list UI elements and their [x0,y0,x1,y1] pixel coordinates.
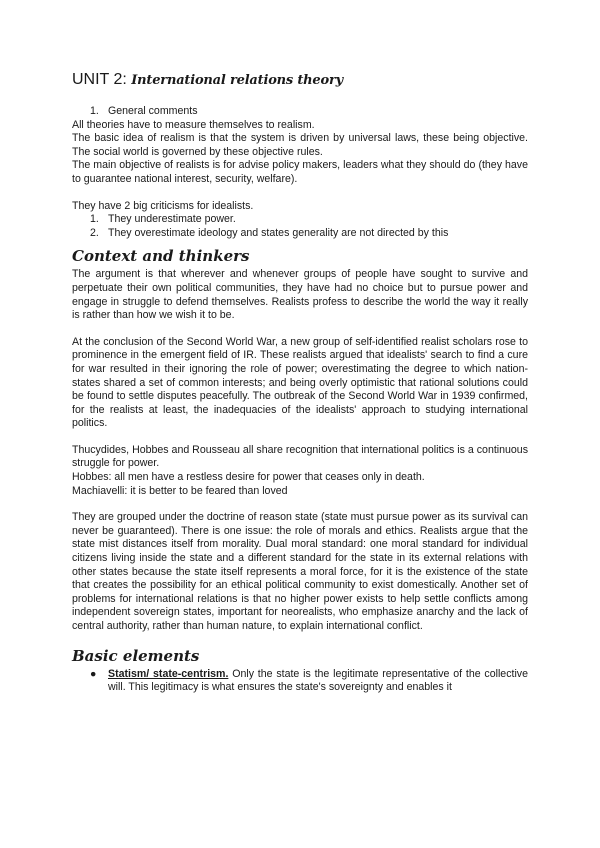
paragraph: Machiavelli: it is better to be feared than loved [72,484,288,497]
paragraph: Thucydides, Hobbes and Rousseau all share recognition that international politics is a continuous struggle for power. [72,443,528,470]
list-item-number: 2. [90,226,99,239]
term-description: Only the state is the legitimate representative of the collective will. This legitimacy is what ensures the state's sovereignty and enables it [108,667,528,694]
unit-title-prefix: UNIT 2: [72,71,132,88]
unit-title [72,70,528,91]
list-item [90,105,528,119]
term-statism: Statism/ state-centrism. [108,667,229,680]
unit-title-script: International relations theory [131,73,343,88]
list-item-text: They overestimate ideology and states generality are not directed by this [108,226,449,239]
document-page [72,60,528,695]
paragraph: They are grouped under the doctrine of reason state (state must pursue power as its survival can never be guaranteed). There is one issue: the role of morals and ethics. Realists argue that the state mist distances itself from morality. Dual moral standard: one moral standard for individual citizens living inside the state and a different standard for the state in its external relations with other states because the state itself represents a moral force, for it is the existence of the state that creates the possibility for an ethical political community to exist domestically. Another set of problems for international relations is that no higher power exists to help settle conflicts among independent sovereign states, important for neorealists, who emphasize anarchy and the lack of central authority, rather than human nature, to explain international conflict. [72,511,528,632]
paragraph: They have 2 big criticisms for idealists. [72,199,254,212]
basic-elements-list [72,668,528,695]
list-item-number: 1. [90,213,99,226]
general-comments-list [72,105,528,119]
list-item [90,226,528,241]
list-item-text: General comments [108,105,198,117]
section-heading-context: Context and thinkers [72,247,250,266]
list-item-number: 1. [90,105,99,117]
bullet-icon: ● [90,667,97,680]
list-item [90,213,528,227]
list-item-text: They underestimate power. [108,213,236,226]
paragraph: All theories have to measure themselves to realism. [72,118,315,131]
paragraph: At the conclusion of the Second World War, a new group of self-identified realist scholars rose to prominence in the emergent field of IR. These realists argued that idealists' search to find a cure for war resulted in their ignoring the role of power; overestimating the degree to which nation-states shared a set of common interests; and being overly optimistic that rational solutions could be found to settle disputes peacefully. The outbreak of the Second World War in 1939 confirmed, for the realists at least, the inadequacies of the idealists' approach to studying international politics. [72,335,528,430]
section-heading-basic: Basic elements [72,646,200,665]
paragraph: The argument is that wherever and whenever groups of people have sought to survive and perpetuate their own political communities, they have had no choice but to pursue power and engage in struggle to defend themselves. Realists profess to describe the world the way it really is rather than how we wish it to be. [72,268,528,322]
paragraph: The basic idea of realism is that the system is driven by universal laws, these being objective. The social world is governed by these objective rules. [72,132,528,158]
criticisms-list [72,213,528,240]
paragraph: The main objective of realists is for advise policy makers, leaders what they should do (they have to guarantee national interest, security, welfare). [72,159,528,185]
paragraph: Hobbes: all men have a restless desire for power that ceases only in death. [72,471,425,484]
list-item [90,667,528,695]
